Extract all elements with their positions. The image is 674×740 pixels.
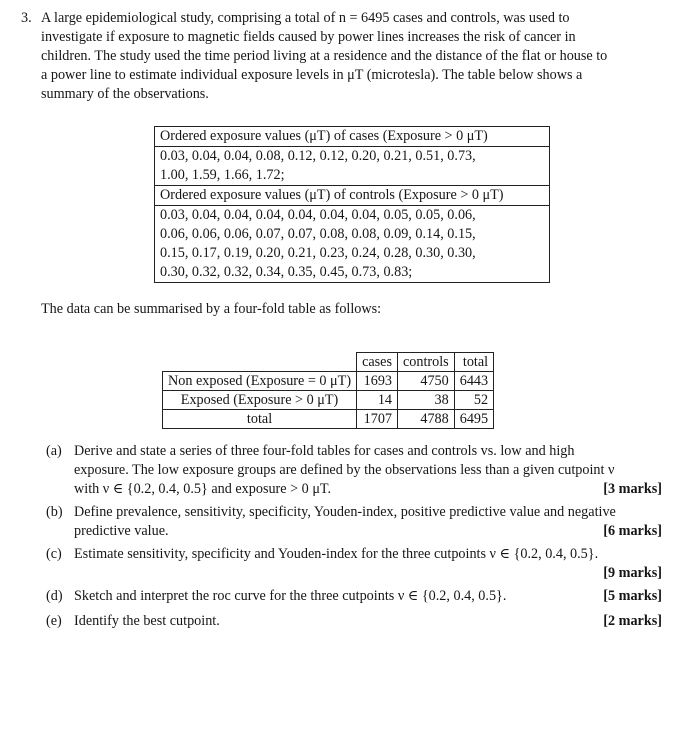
- fourfold-row-label: Exposed (Exposure > 0 μT): [163, 391, 357, 410]
- question-part-d: [46, 587, 662, 606]
- fourfold-header-total: total: [454, 353, 493, 372]
- part-label: (b): [46, 504, 63, 520]
- part-line: Derive and state a series of three four-fold tables for cases and controls vs. low and high: [74, 443, 575, 459]
- controls-header: Ordered exposure values (μT) of controls (Exposure > 0 μT): [155, 186, 550, 206]
- intro-line: summary of the observations.: [41, 86, 209, 102]
- fourfold-cell: 38: [398, 391, 455, 410]
- fourfold-cell: 52: [454, 391, 493, 410]
- cases-values: [155, 147, 550, 186]
- part-line: Define prevalence, sensitivity, specificity, Youden-index, positive predictive value and negative: [74, 504, 616, 520]
- part-marks: [2 marks]: [603, 613, 662, 629]
- fourfold-cell: 1707: [357, 410, 398, 429]
- observations-table: [154, 126, 550, 283]
- question-parts: [46, 442, 662, 635]
- intro-line: a power line to estimate individual exposure levels in μT (microtesla). The table below shows a: [41, 67, 583, 83]
- part-marks: [5 marks]: [603, 588, 662, 604]
- fourfold-cell: 4750: [398, 372, 455, 391]
- fourfold-row-label: total: [163, 410, 357, 429]
- fourfold-cell: 6443: [454, 372, 493, 391]
- intro-line: investigate if exposure to magnetic fields caused by power lines increases the risk of cancer in: [41, 29, 576, 45]
- part-line: exposure. The low exposure groups are defined by the observations less than a given cutpoint ν: [74, 462, 615, 478]
- part-label: (e): [46, 613, 62, 629]
- question-part-b: [46, 503, 662, 541]
- part-marks: [9 marks]: [603, 565, 662, 581]
- summary-text: The data can be summarised by a four-fold table as follows:: [41, 301, 382, 317]
- cases-values-line: 0.03, 0.04, 0.04, 0.08, 0.12, 0.12, 0.20, 0.21, 0.51, 0.73,: [160, 148, 476, 164]
- part-line: Sketch and interpret the roc curve for the three cutpoints ν ∈ {0.2, 0.4, 0.5}.: [74, 588, 507, 604]
- fourfold-corner: [163, 353, 357, 372]
- question-part-e: [46, 612, 662, 631]
- controls-values-line: 0.03, 0.04, 0.04, 0.04, 0.04, 0.04, 0.04, 0.05, 0.05, 0.06,: [160, 207, 476, 223]
- cases-values-line: 1.00, 1.59, 1.66, 1.72;: [160, 167, 285, 183]
- controls-values-line: 0.06, 0.06, 0.06, 0.07, 0.07, 0.08, 0.08, 0.09, 0.14, 0.15,: [160, 226, 476, 242]
- question-number: 3.: [21, 10, 32, 26]
- intro-line: A large epidemiological study, comprising a total of n = 6495 cases and controls, was used to: [41, 10, 570, 26]
- fourfold-cell: 4788: [398, 410, 455, 429]
- part-label: (a): [46, 443, 62, 459]
- part-line: Identify the best cutpoint.: [74, 613, 220, 629]
- question-intro: [41, 9, 663, 104]
- part-marks: [3 marks]: [603, 481, 662, 497]
- fourfold-cell: 14: [357, 391, 398, 410]
- part-label: (d): [46, 588, 63, 604]
- controls-values-line: 0.15, 0.17, 0.19, 0.20, 0.21, 0.23, 0.24, 0.28, 0.30, 0.30,: [160, 245, 476, 261]
- part-label: (c): [46, 546, 62, 562]
- question-part-a: [46, 442, 662, 499]
- part-line: with ν ∈ {0.2, 0.4, 0.5} and exposure > 0 μT.: [74, 481, 332, 497]
- fourfold-cell: 1693: [357, 372, 398, 391]
- cases-header: Ordered exposure values (μT) of cases (Exposure > 0 μT): [155, 127, 550, 147]
- fourfold-header-cases: cases: [357, 353, 398, 372]
- part-line: predictive value.: [74, 523, 169, 539]
- part-marks: [6 marks]: [603, 523, 662, 539]
- question-part-c: [46, 545, 662, 583]
- controls-values: [155, 206, 550, 283]
- fourfold-header-controls: controls: [398, 353, 455, 372]
- fourfold-table: [162, 352, 494, 429]
- fourfold-cell: 6495: [454, 410, 493, 429]
- part-line: Estimate sensitivity, specificity and Youden-index for the three cutpoints ν ∈ {0.2, 0.4, 0.5}.: [74, 546, 599, 562]
- intro-line: children. The study used the time period living at a residence and the distance of the flat or house to: [41, 48, 608, 64]
- fourfold-row-label: Non exposed (Exposure = 0 μT): [163, 372, 357, 391]
- controls-values-line: 0.30, 0.32, 0.32, 0.34, 0.35, 0.45, 0.73, 0.83;: [160, 264, 413, 280]
